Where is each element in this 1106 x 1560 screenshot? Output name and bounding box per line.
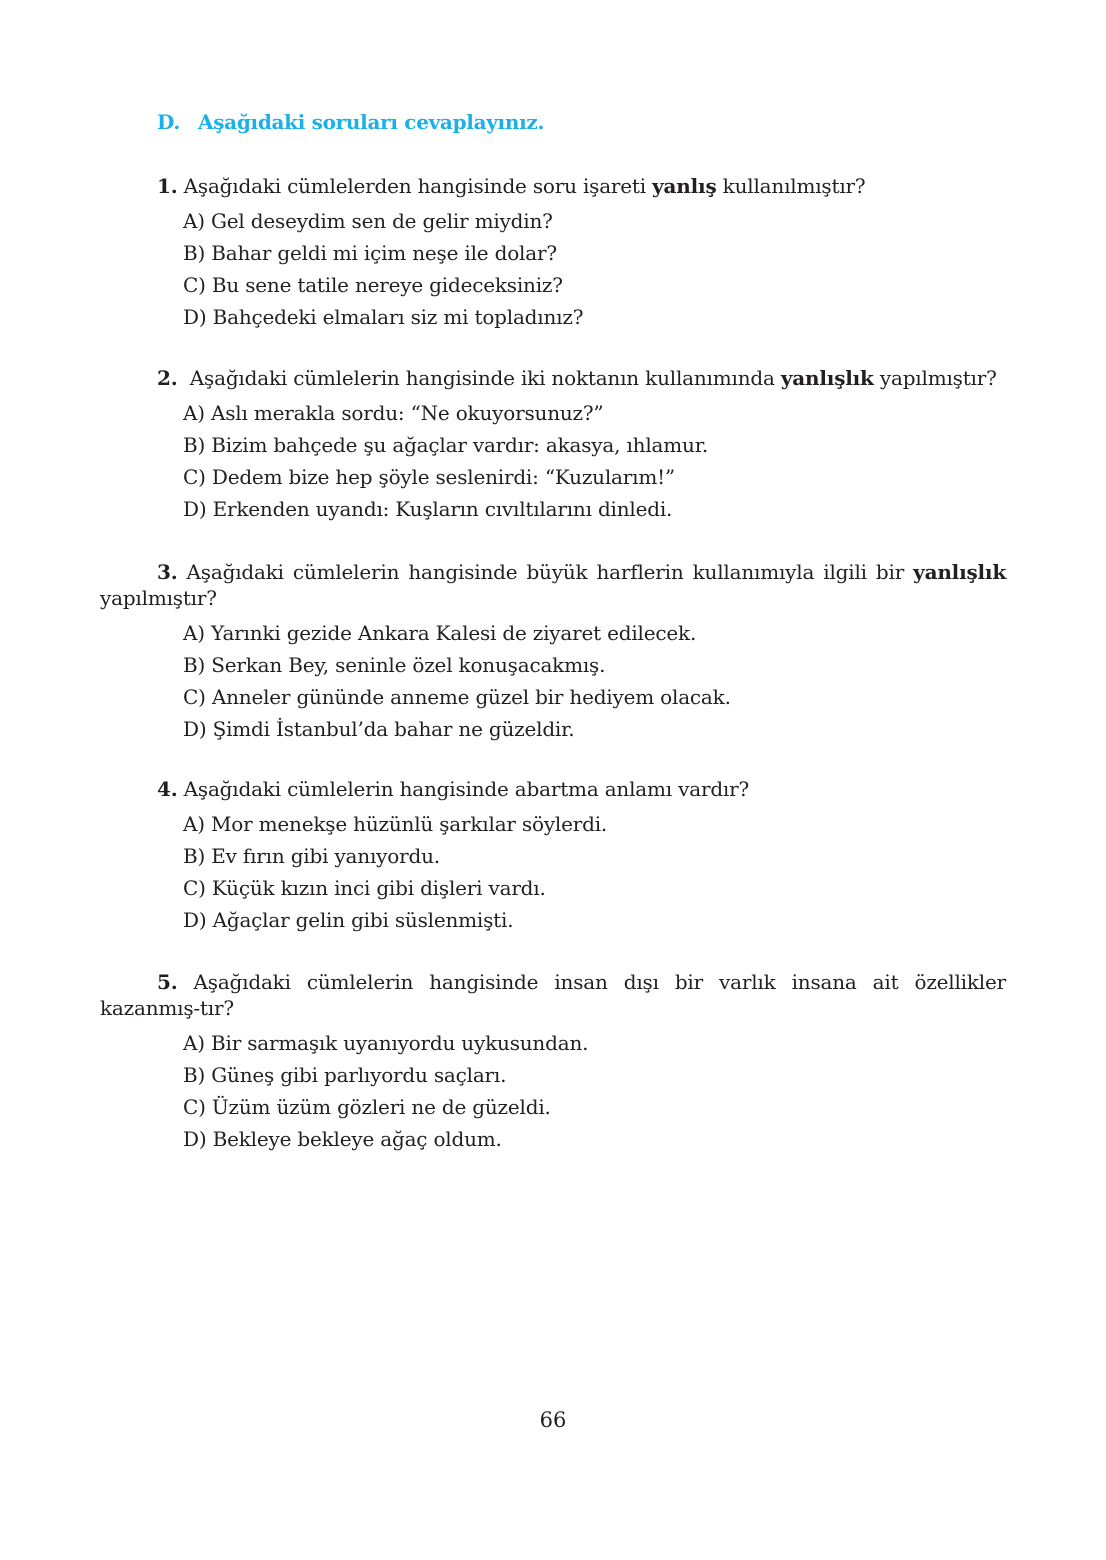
option-c: C) Anneler gününde anneme güzel bir hediyem olacak. (183, 685, 731, 709)
question-5 (100, 969, 1006, 1155)
option-a: A) Bir sarmaşık uyanıyordu uykusundan. (183, 1031, 589, 1055)
option-b: B) Serkan Bey, seninle özel konuşacakmış. (183, 653, 606, 677)
option-c: C) Küçük kızın inci gibi dişleri vardı. (183, 876, 546, 900)
option-b: B) Güneş gibi parlıyordu saçları. (183, 1063, 507, 1087)
stem-emphasis: yanlışlık (913, 560, 1006, 584)
stem-emphasis: yanlış (652, 174, 717, 198)
option-c: C) Üzüm üzüm gözleri ne de güzeldi. (183, 1095, 551, 1119)
option-c: C) Bu sene tatile nereye gideceksiniz? (183, 273, 563, 297)
option-a: A) Yarınki gezide Ankara Kalesi de ziyaret edilecek. (183, 621, 697, 645)
option-b: B) Bahar geldi mi içim neşe ile dolar? (183, 241, 557, 265)
question-1 (100, 173, 1006, 333)
question-3 (100, 559, 1006, 745)
page-number: 66 (539, 1408, 567, 1432)
question-stem (100, 969, 1006, 1021)
question-number: 5. (157, 970, 178, 994)
section-title: Aşağıdaki soruları cevaplayınız. (198, 110, 545, 134)
option-d: D) Bahçedeki elmaları siz mi topladınız? (183, 305, 584, 329)
stem-text: Aşağıdaki cümlelerden hangisinde soru işareti (177, 174, 653, 198)
option-d: D) Ağaçlar gelin gibi süslenmişti. (183, 908, 514, 932)
option-d: D) Bekleye bekleye ağaç oldum. (183, 1127, 502, 1151)
stem-text: yapılmıştır? (873, 366, 997, 390)
question-number: 2. (157, 366, 178, 390)
stem-text: Aşağıdaki cümlelerin hangisinde insan dışı bir varlık insana ait özellikler kazanmış-tır? (100, 970, 1006, 1020)
question-number: 4. (157, 777, 178, 801)
option-d: D) Şimdi İstanbul’da bahar ne güzeldir. (183, 717, 575, 741)
question-stem (100, 559, 1006, 611)
question-number: 3. (157, 560, 178, 584)
stem-text: Aşağıdaki cümlelerin hangisinde abartma anlamı vardır? (177, 777, 750, 801)
stem-text: kullanılmıştır? (716, 174, 866, 198)
question-2 (100, 365, 1006, 525)
question-stem (100, 173, 1006, 199)
section-heading (157, 110, 544, 134)
stem-text: Aşağıdaki cümlelerin hangisinde iki noktanın kullanımında (177, 366, 781, 390)
option-d: D) Erkenden uyandı: Kuşların cıvıltılarını dinledi. (183, 497, 673, 521)
stem-emphasis: yanlışlık (780, 366, 874, 390)
question-stem (100, 365, 1006, 391)
question-number: 1. (157, 174, 178, 198)
option-b: B) Bizim bahçede şu ağaçlar vardır: akasya, ıhlamur. (183, 433, 709, 457)
question-4 (100, 776, 1006, 936)
stem-text: Aşağıdaki cümlelerin hangisinde büyük harflerin kullanımıyla ilgili bir (177, 560, 914, 584)
question-stem (100, 776, 1006, 802)
option-a: A) Gel deseydim sen de gelir miydin? (183, 209, 553, 233)
option-a: A) Mor menekşe hüzünlü şarkılar söylerdi. (183, 812, 608, 836)
option-b: B) Ev fırın gibi yanıyordu. (183, 844, 440, 868)
section-letter: D. (157, 110, 180, 134)
option-c: C) Dedem bize hep şöyle seslenirdi: “Kuzularım!” (183, 465, 675, 489)
option-a: A) Aslı merakla sordu: “Ne okuyorsunuz?” (183, 401, 604, 425)
stem-text: yapılmıştır? (100, 586, 217, 610)
